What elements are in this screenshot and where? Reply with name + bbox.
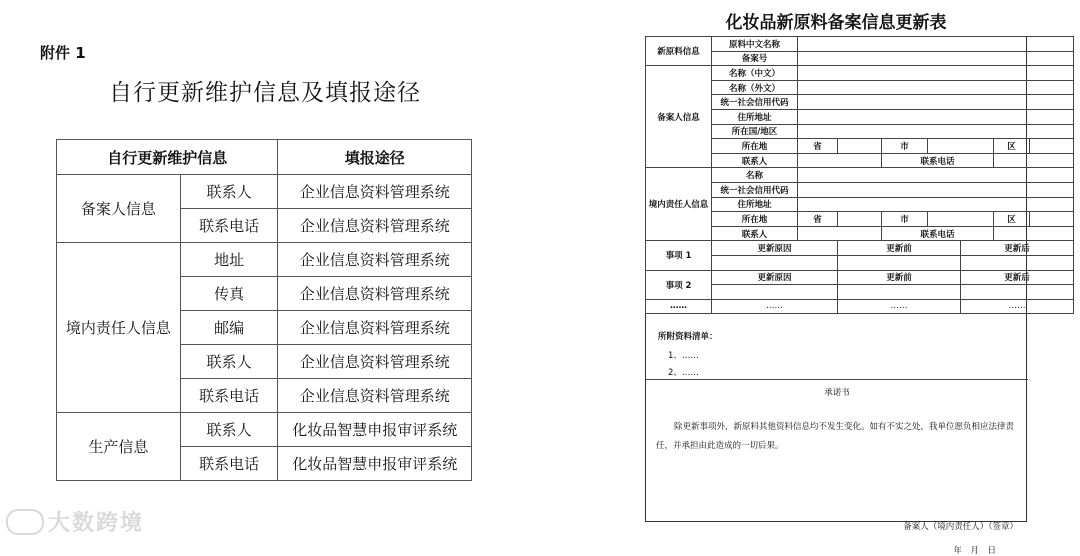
field-label: 名称（中文） xyxy=(712,66,798,81)
route-cell: 化妆品智慧申报审评系统 xyxy=(278,413,472,447)
province-value[interactable] xyxy=(838,139,882,154)
after-header: 更新后 xyxy=(961,241,1074,256)
table-row xyxy=(57,243,472,277)
section-label: 新原料信息 xyxy=(646,37,712,66)
district-value[interactable] xyxy=(1030,139,1074,154)
field-label: 备案号 xyxy=(712,51,798,66)
group-name: 生产信息 xyxy=(57,413,181,481)
field-value[interactable] xyxy=(798,168,1074,183)
item-label: 事项 2 xyxy=(646,270,712,299)
commitment-heading: 承诺书 xyxy=(824,388,850,398)
table-row xyxy=(57,413,472,447)
more-after: …… xyxy=(961,299,1074,314)
table-header-row xyxy=(57,140,472,175)
field-label: 联系人 xyxy=(712,226,798,241)
attachment-list-heading: 所附资料清单： xyxy=(658,332,718,342)
reason-header: 更新原因 xyxy=(712,270,838,285)
field-label: 所在地 xyxy=(712,212,798,227)
province-value[interactable] xyxy=(838,212,882,227)
item-label: 事项 1 xyxy=(646,241,712,270)
field-label: 名称（外文） xyxy=(712,80,798,95)
item-cell: 地址 xyxy=(180,243,278,277)
document-title: 自行更新维护信息及填报途径 xyxy=(109,80,421,106)
city-value[interactable] xyxy=(928,212,994,227)
route-cell: 企业信息资料管理系统 xyxy=(278,277,472,311)
field-label: 住所地址 xyxy=(712,109,798,124)
more-before: …… xyxy=(838,299,961,314)
field-value[interactable] xyxy=(798,51,1074,66)
route-cell: 企业信息资料管理系统 xyxy=(278,243,472,277)
contact-value[interactable] xyxy=(798,226,882,241)
route-cell: 化妆品智慧申报审评系统 xyxy=(278,447,472,481)
field-value[interactable] xyxy=(798,109,1074,124)
field-value[interactable] xyxy=(798,95,1074,110)
district-label: 区 xyxy=(994,139,1030,154)
form-row xyxy=(646,37,1074,52)
section-label: 备案人信息 xyxy=(646,66,712,168)
city-value[interactable] xyxy=(928,139,994,154)
field-value[interactable] xyxy=(798,37,1074,52)
form-row xyxy=(646,299,1074,314)
commitment-text: 除更新事项外，新原料其他资料信息均不发生变化。如有不实之处，我单位愿负相应法律责任，并承担由此造成的一切后果。 xyxy=(656,422,1015,451)
route-cell: 企业信息资料管理系统 xyxy=(278,379,472,413)
reason-value[interactable] xyxy=(712,285,838,300)
phone-value[interactable] xyxy=(994,226,1074,241)
form-row xyxy=(646,168,1074,183)
item-cell: 传真 xyxy=(180,277,278,311)
field-label: 所在地 xyxy=(712,139,798,154)
left-document xyxy=(0,0,540,540)
field-label: 统一社会信用代码 xyxy=(712,182,798,197)
reason-value[interactable] xyxy=(712,255,838,270)
item-cell: 联系人 xyxy=(180,175,278,209)
field-label: 名称 xyxy=(712,168,798,183)
item-cell: 联系电话 xyxy=(180,209,278,243)
more-reason: …… xyxy=(712,299,838,314)
form-row xyxy=(646,270,1074,285)
before-header: 更新前 xyxy=(838,241,961,256)
table-row xyxy=(57,175,472,209)
section-label: 境内责任人信息 xyxy=(646,168,712,241)
route-cell: 企业信息资料管理系统 xyxy=(278,175,472,209)
right-form-document xyxy=(645,0,1035,556)
attachment-item: 1、…… xyxy=(668,351,699,361)
column-header: 自行更新维护信息 xyxy=(57,140,278,175)
route-cell: 企业信息资料管理系统 xyxy=(278,345,472,379)
group-name: 境内责任人信息 xyxy=(57,243,181,413)
field-label: 原料中文名称 xyxy=(712,37,798,52)
contact-value[interactable] xyxy=(798,153,882,168)
phone-label: 联系电话 xyxy=(882,226,994,241)
item-label: …… xyxy=(646,299,712,314)
field-label: 住所地址 xyxy=(712,197,798,212)
field-label: 所在国/地区 xyxy=(712,124,798,139)
info-route-table xyxy=(56,139,472,481)
province-label: 省 xyxy=(798,139,838,154)
item-cell: 联系人 xyxy=(180,413,278,447)
field-value[interactable] xyxy=(798,66,1074,81)
city-label: 市 xyxy=(882,212,928,227)
attachment-list xyxy=(646,320,1028,380)
route-cell: 企业信息资料管理系统 xyxy=(278,311,472,345)
field-value[interactable] xyxy=(798,124,1074,139)
before-value[interactable] xyxy=(838,285,961,300)
group-name: 备案人信息 xyxy=(57,175,181,243)
attachment-label: 附件 1 xyxy=(40,44,86,62)
column-header: 填报途径 xyxy=(278,140,472,175)
form-row xyxy=(646,66,1074,81)
item-cell: 联系电话 xyxy=(180,379,278,413)
phone-label: 联系电话 xyxy=(882,153,994,168)
item-cell: 联系人 xyxy=(180,345,278,379)
city-label: 市 xyxy=(882,139,928,154)
signer-line: 备案人（境内责任人）（签章） xyxy=(903,522,1018,532)
district-value[interactable] xyxy=(1030,212,1074,227)
field-label: 联系人 xyxy=(712,153,798,168)
date-line: 年 月 日 xyxy=(953,546,996,556)
district-label: 区 xyxy=(994,212,1030,227)
route-cell: 企业信息资料管理系统 xyxy=(278,209,472,243)
form-title: 化妆品新原料备案信息更新表 xyxy=(725,13,947,33)
item-cell: 联系电话 xyxy=(180,447,278,481)
province-label: 省 xyxy=(798,212,838,227)
watermark-logo-icon xyxy=(6,509,44,535)
after-value[interactable] xyxy=(961,255,1074,270)
field-value[interactable] xyxy=(798,197,1074,212)
field-value[interactable] xyxy=(798,80,1074,95)
after-header: 更新后 xyxy=(961,270,1074,285)
watermark xyxy=(6,506,144,537)
update-form xyxy=(645,36,1030,556)
field-value[interactable] xyxy=(798,182,1074,197)
attachment-item: 2、…… xyxy=(668,368,699,378)
update-form-table xyxy=(645,36,1074,314)
watermark-text: 大数跨境 xyxy=(48,511,145,536)
after-value[interactable] xyxy=(961,285,1074,300)
item-cell: 邮编 xyxy=(180,311,278,345)
phone-value[interactable] xyxy=(994,153,1074,168)
form-row xyxy=(646,241,1074,256)
reason-header: 更新原因 xyxy=(712,241,838,256)
before-header: 更新前 xyxy=(838,270,961,285)
field-label: 统一社会信用代码 xyxy=(712,95,798,110)
before-value[interactable] xyxy=(838,255,961,270)
